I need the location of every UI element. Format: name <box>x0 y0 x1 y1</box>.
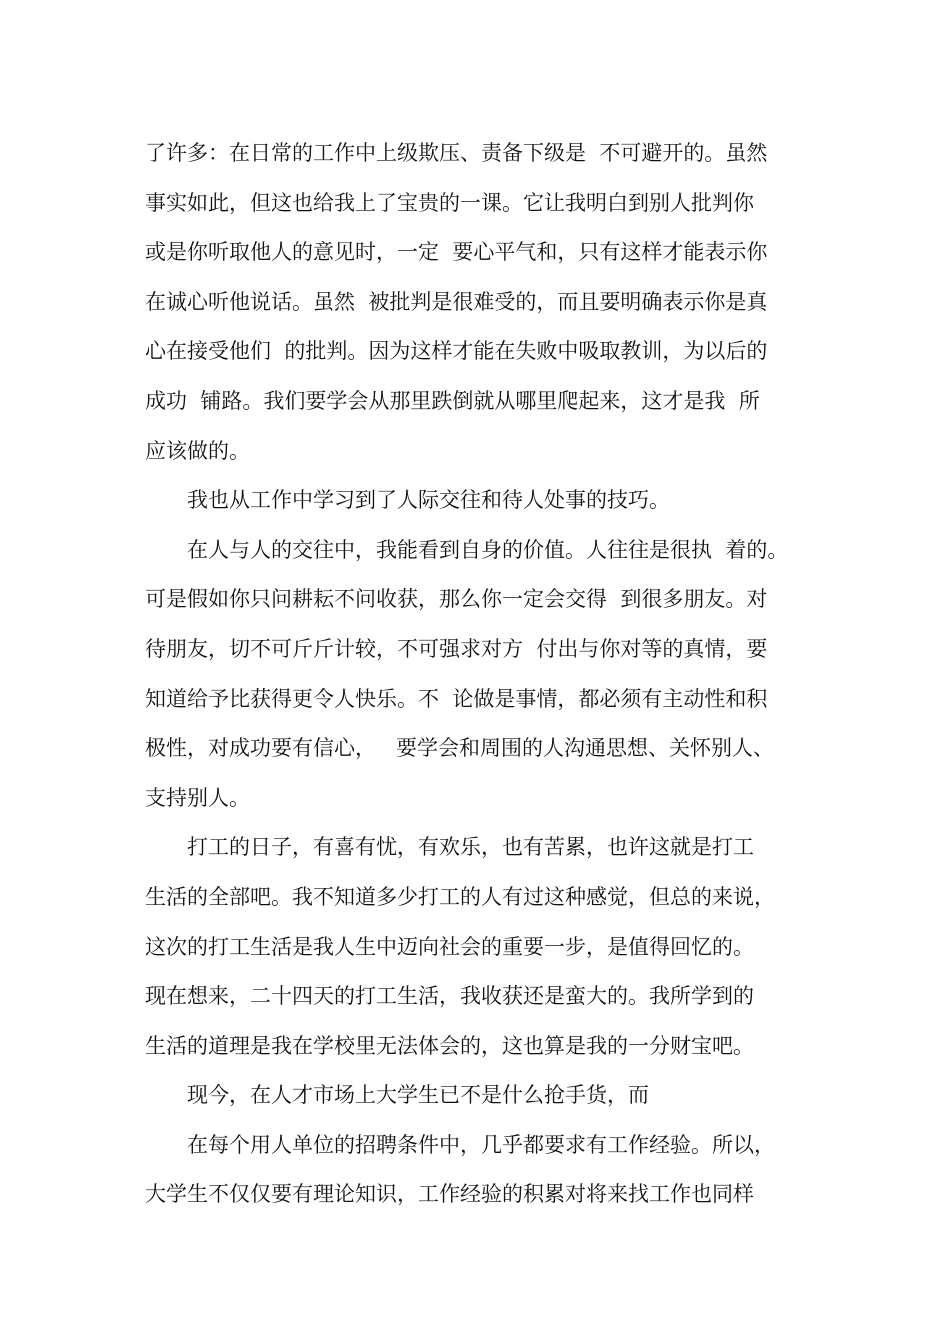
text-line: 心在接受他们 的批判。因为这样才能在失败中吸取教训，为以后的 <box>145 339 768 364</box>
text-line: 可是假如你只问耕耘不问收获，那么你一定会交得 到很多朋友。对 <box>145 587 768 612</box>
text-line: 应该做的。 <box>145 438 250 463</box>
text-line: 或是你听取他人的意见时，一定 要心平气和，只有这样才能表示你 <box>145 240 768 265</box>
text-line: 待朋友，切不可斤斤计较，不可强求对方 付出与你对等的真情，要 <box>145 636 768 661</box>
text-line: 事实如此，但这也给我上了宝贵的一课。它让我明白到别人批判你 <box>145 190 754 215</box>
text-line: 了许多：在日常的工作中上级欺压、责备下级是 不可避开的。虽然 <box>145 141 768 165</box>
paragraph-first-line: 打工的日子，有喜有忧，有欢乐，也有苦累，也许这就是打工 <box>187 835 754 860</box>
text-line: 现在想来，二十四天的打工生活，我收获还是蛮大的。我所学到的 <box>145 984 754 1009</box>
text-line: 在诚心听他说话。虽然 被批判是很难受的，而且要明确表示你是真 <box>145 289 768 314</box>
paragraph-first-line: 我也从工作中学习到了人际交往和待人处事的技巧。 <box>187 488 670 513</box>
paragraph-first-line: 在人与人的交往中，我能看到自身的价值。人往往是很执 着的。 <box>187 537 789 562</box>
paragraph-first-line: 现今，在人才市场上大学生已不是什么抢手货，而 <box>187 1083 649 1108</box>
text-line: 知道给予比获得更令人快乐。不 论做是事情，都必须有主动性和积 <box>145 686 768 711</box>
body-text <box>145 133 835 1224</box>
text-line: 极性，对成功要有信心， 要学会和周围的人沟通思想、关怀别人、 <box>145 736 775 761</box>
text-line: 生活的全部吧。我不知道多少打工的人有过这种感觉，但总的来说， <box>145 884 775 909</box>
text-line: 成功 铺路。我们要学会从那里跌倒就从哪里爬起来，这才是我 所 <box>145 388 760 413</box>
paragraph-first-line: 在每个用人单位的招聘条件中，几乎都要求有工作经验。所以， <box>187 1132 775 1157</box>
text-line: 大学生不仅仅要有理论知识，工作经验的积累对将来找工作也同样 <box>145 1182 754 1207</box>
text-line: 支持别人。 <box>145 785 250 810</box>
text-line: 生活的道理是我在学校里无法体会的，这也算是我的一分财宝吧。 <box>145 1033 754 1058</box>
text-line: 这次的打工生活是我人生中迈向社会的重要一步，是值得回忆的。 <box>145 934 754 959</box>
